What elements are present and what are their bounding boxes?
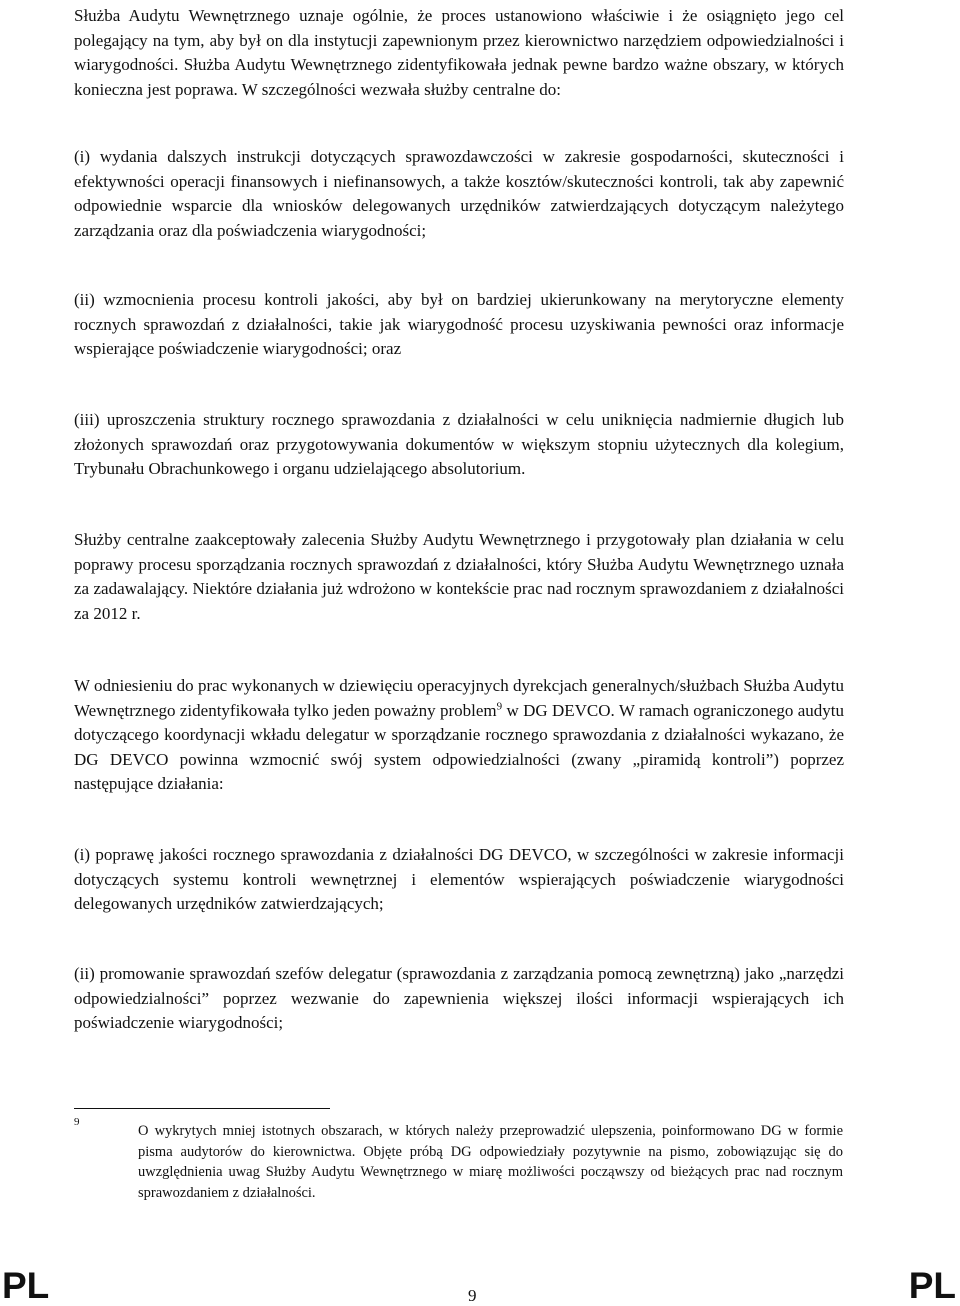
- page-number: 9: [468, 1286, 477, 1305]
- footnote-separator: [74, 1108, 330, 1109]
- footnote-reference[interactable]: 9: [496, 699, 503, 712]
- list-item-iii: (iii) uproszczenia struktury rocznego sprawozdania z działalności w celu uniknięcia nadmiernie długich lub złożonych sprawozdań oraz przygotowywania dokumentów w większym stopniu użytecznych dla kolegium, Trybunału Obrachunkowego i organu udzielającego absolutorium.: [74, 410, 844, 479]
- list-item-i: (i) wydania dalszych instrukcji dotyczących sprawozdawczości w zakresie gospodarności, skuteczności i efektywności operacji finansowych i niefinansowych, a także kosztów/skuteczności kontroli, tak aby zapewnić odpowiednie wsparcie dla wniosków delegowanych urzędników zatwierdzających dotyczącym należytego zarządzania oraz dla poświadczenia wiarygodności;: [74, 147, 844, 240]
- paragraph-devco: [74, 674, 844, 797]
- list-item-ii: (ii) wzmocnienia procesu kontroli jakości, aby był on bardziej ukierunkowany na merytoryczne elementy rocznych sprawozdań z działalności, takie jak wiarygodność procesu uzyskiwania pewności oraz informacje wspierające poświadczenie wiarygodności; oraz: [74, 290, 844, 359]
- devco-item-i: (i) poprawę jakości rocznego sprawozdania z działalności DG DEVCO, w szczególności w zakresie informacji dotyczących systemu kontroli wewnętrznej i elementów wspierających poświadczenie wiarygodności delegowanych urzędników zatwierdzających;: [74, 845, 844, 914]
- paragraph-intro: Służba Audytu Wewnętrznego uznaje ogólnie, że proces ustanowiono właściwie i że osiągnięto jego cel polegający na tym, aby był on dla instytucji zapewnionym przez kierownictwo narzędziem odpowiedzialności i wiarygodności. Służba Audytu Wewnętrznego zidentyfikowała jednak pewne bardzo ważne obszary, w których konieczna jest poprawa. W szczególności wezwała służby centralne do:: [74, 6, 844, 99]
- footnote-number: 9: [74, 1116, 80, 1128]
- paragraph-devco-end: w DG DEVCO. W ramach ograniczonego audytu dotyczącego koordynacji wkładu delegatur w sporządzanie rocznego sprawozdania z działalności wykazano, że DG DEVCO powinna wzmocnić swój system odpowiedzialności (zwany „piramidą kontroli”) poprzez następujące działania:: [74, 700, 844, 794]
- footer-language-left: PL: [2, 1265, 50, 1306]
- footer-language-right: PL: [908, 1265, 956, 1306]
- paragraph-action-plan: Służby centralne zaakceptowały zalecenia Służby Audytu Wewnętrznego i przygotowały plan działania w celu poprawy procesu sporządzania rocznych sprawozdań z działalności, który Służba Audytu Wewnętrznego uznała za zadawalający. Niektóre działania już wdrożono w kontekście prac nad rocznym sprawozdaniem z działalności za 2012 r.: [74, 530, 844, 623]
- paragraph-devco-start: W odniesieniu do prac wykonanych w dziewięciu operacyjnych dyrekcjach generalnych/służbach Służba Audytu Wewnętrznego zidentyfikowała tylko jeden poważny problem: [74, 676, 844, 720]
- footnote-text: O wykrytych mniej istotnych obszarach, w których należy przeprowadzić ulepszenia, poinformowano DG w formie pisma audytorów do kierownictwa. Objęte próbą DG odpowiedziały pozytywnie na pismo, zobowiązując się do uwzględnienia uwag Służby Audytu Wewnętrznego w miarę możliwości począwszy od bieżących prac nad rocznym sprawozdaniem z działalności.: [138, 1123, 843, 1201]
- devco-item-ii: (ii) promowanie sprawozdań szefów delegatur (sprawozdania z zarządzania pomocą zewnętrzną) jako „narzędzi odpowiedzialności” poprzez wezwanie do zapewnienia większej ilości informacji wspierających ich poświadczenie wiarygodności;: [74, 964, 844, 1033]
